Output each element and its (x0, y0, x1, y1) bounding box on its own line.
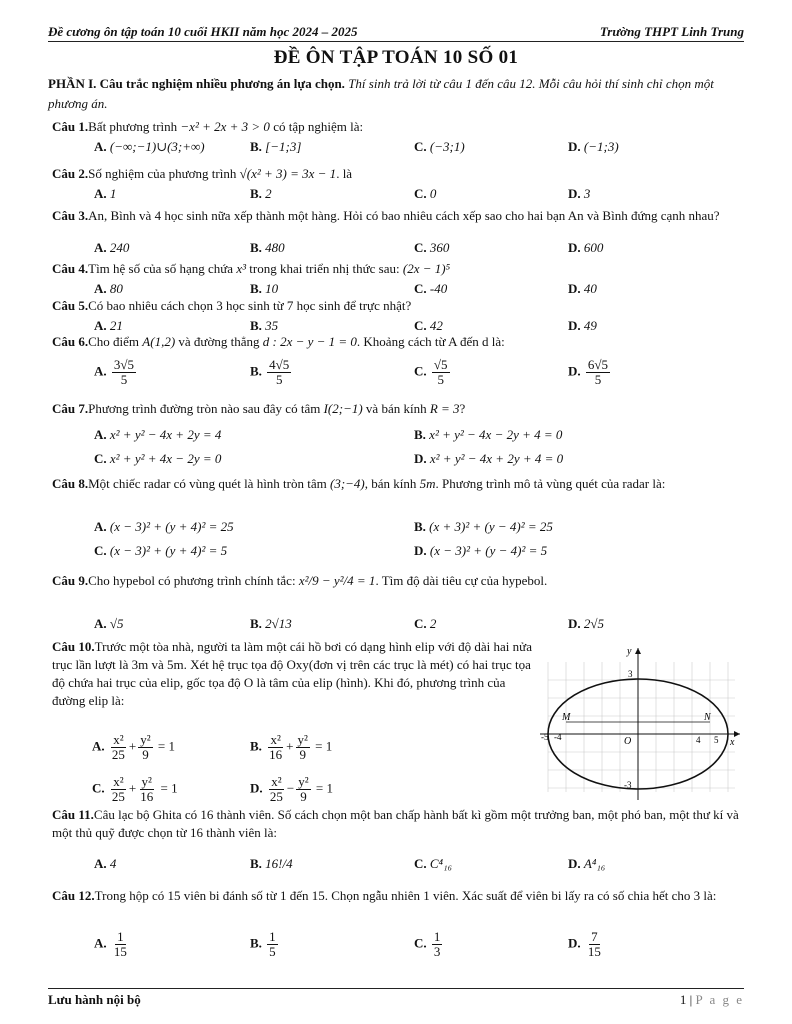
question-text: Cho điểm (88, 334, 143, 349)
option-value: 4 (109, 856, 117, 871)
option-value: -40 (429, 281, 448, 296)
option-b[interactable]: B. $\frac{\text{x²}}{16}$ + $\frac{\text{y²}}{9}$ = 1 (250, 732, 333, 762)
header-right: Trường THPT Linh Trung (599, 24, 744, 39)
option-label: C. (414, 856, 427, 871)
option-label: A. (94, 616, 107, 631)
option-sign: + (286, 738, 294, 754)
question-text-3: . Phương trình mô tả vùng quét của radar là: (435, 476, 666, 491)
option-label: B. (250, 318, 262, 333)
option-value: 3 (583, 186, 591, 201)
option-c[interactable] (414, 240, 449, 256)
option-d[interactable] (568, 240, 603, 256)
option-fraction-y-num: y² (298, 774, 309, 789)
option-fraction-num: 1 (269, 929, 276, 944)
option-label: C. (414, 935, 427, 951)
option-fraction-x-den: 25 (111, 747, 125, 762)
option-a[interactable] (94, 358, 138, 387)
page-header (48, 23, 744, 42)
option-b[interactable] (250, 358, 293, 387)
option-fraction-y (138, 775, 155, 804)
option-c[interactable] (94, 543, 227, 559)
option-fraction-x-num: x² (270, 732, 281, 747)
question-number: Câu 12. (52, 888, 95, 903)
option-fraction-x (267, 733, 284, 762)
footer-left: Lưu hành nội bộ (48, 992, 141, 1007)
question-2 (52, 165, 748, 183)
option-value: 1 (109, 186, 117, 201)
part-heading: PHẦN I. Câu trắc nghiệm nhiều phương án lựa chọn. (48, 76, 345, 91)
option-sign: − (286, 780, 295, 796)
option-label: D. (568, 240, 581, 255)
option-label: D. (414, 451, 427, 466)
option-b[interactable] (250, 281, 278, 297)
page-word: P a g e (695, 992, 744, 1007)
question-text-2: . là (336, 166, 353, 181)
question-text: Phương trình đường tròn nào sau đây có tâm (88, 401, 324, 416)
option-a[interactable] (94, 616, 124, 632)
question-math: A(1,2) (142, 334, 176, 349)
option-label: B. (250, 935, 262, 951)
question-6 (52, 333, 748, 351)
option-value: (−∞;−1)∪(3;+∞) (109, 139, 205, 154)
y-axis-label: y (627, 646, 632, 657)
question-text: Một chiếc radar có vùng quét là hình tròn tâm (88, 476, 330, 491)
option-label: B. (250, 186, 262, 201)
option-fraction-x-den: 25 (111, 789, 125, 804)
footer-page (680, 992, 744, 1008)
option-value: 360 (429, 240, 450, 255)
option-fraction-den: 15 (113, 944, 127, 959)
option-value: (x + 3)² + (y − 4)² = 25 (429, 519, 553, 534)
question-math-2: 5m (419, 476, 436, 491)
option-label: A. (94, 427, 107, 442)
option-label: B. (250, 281, 262, 296)
option-value: 16!/4 (265, 856, 293, 871)
option-c[interactable] (94, 451, 221, 467)
option-label: B. (250, 363, 262, 379)
option-fraction-x-num: x² (113, 774, 124, 789)
option-value: x² + y² − 4x + 2y = 4 (109, 427, 222, 442)
option-c[interactable] (414, 318, 443, 334)
question-text: Cho hypebol có phương trình chính tắc: (88, 573, 299, 588)
option-value: (x − 3)² + (y + 4)² = 25 (109, 519, 234, 534)
option-fraction-y-num: y² (140, 732, 151, 747)
option-a[interactable] (94, 240, 129, 256)
header-left: Đề cương ôn tập toán 10 cuối HKII năm học 2024 – 2025 (48, 24, 358, 39)
option-value: 10 (265, 281, 279, 296)
question-text: Có bao nhiêu cách chọn 3 học sinh từ 7 học sinh để trực nhật? (88, 298, 412, 313)
question-number: Câu 6. (52, 334, 89, 349)
option-value: 2√5 (583, 616, 605, 631)
question-text: Câu lạc bộ Ghita có 16 thành viên. Số cách chọn một ban chấp hành bất kì gồm một trưởng ban, một phó ban, một thư kí và một thủ quỹ được chọn từ 16 thành viên là: (52, 807, 739, 840)
option-c[interactable] (414, 358, 452, 387)
question-text-2: . Tìm độ dài tiêu cự của hypebol. (375, 573, 548, 588)
option-fraction (267, 358, 291, 387)
option-d[interactable] (568, 616, 604, 632)
option-label: B. (250, 738, 262, 754)
tick-m5: -5 (541, 732, 549, 742)
option-value: A⁴₁₆ (583, 856, 606, 871)
option-fraction (432, 930, 443, 959)
option-b[interactable] (250, 186, 272, 202)
option-fraction-x-den: 25 (269, 789, 283, 804)
option-label: B. (250, 856, 262, 871)
option-value: 600 (583, 240, 604, 255)
question-number: Câu 3. (52, 208, 89, 223)
option-label: C. (414, 240, 427, 255)
question-math: I(2;−1) (323, 401, 363, 416)
page-sep: | (686, 992, 696, 1007)
option-label: D. (568, 856, 581, 871)
option-d[interactable] (568, 281, 597, 297)
option-c[interactable] (414, 856, 452, 872)
question-number: Câu 9. (52, 573, 89, 588)
option-b[interactable] (250, 139, 301, 155)
option-a[interactable]: A. $\frac{\text{x²}}{25}$ + $\frac{\text{y²}}{9}$ = 1 (92, 732, 175, 762)
option-sign: + (128, 780, 137, 796)
option-fraction-y-num: y² (141, 774, 152, 789)
option-fraction-y (296, 733, 310, 762)
option-label: A. (92, 738, 105, 754)
option-b[interactable] (250, 930, 280, 959)
option-fraction-den: 15 (587, 944, 601, 959)
option-fraction-y-den: 9 (299, 747, 306, 762)
option-c[interactable] (414, 930, 444, 959)
page-number: 1 (679, 992, 687, 1007)
option-label: A. (94, 318, 107, 333)
option-a[interactable] (94, 427, 221, 443)
tick-m3: -3 (624, 780, 632, 790)
option-value: x² + y² − 4x − 2y + 4 = 0 (429, 427, 563, 442)
option-value: 2√13 (265, 616, 292, 631)
option-b[interactable] (250, 616, 292, 632)
question-9 (52, 572, 748, 590)
option-label: B. (250, 240, 262, 255)
option-fraction-num: √5 (433, 357, 448, 372)
option-label: C. (92, 780, 105, 796)
option-label: A. (94, 186, 107, 201)
option-label: D. (568, 363, 581, 379)
option-label: B. (250, 139, 262, 154)
option-label: D. (414, 543, 427, 558)
option-fraction-x-den: 16 (269, 747, 283, 762)
option-d[interactable] (568, 856, 605, 872)
question-text: An, Bình và 4 học sinh nữa xếp thành một hàng. Hỏi có bao nhiêu cách xếp sao cho hai bạn An và Bình đứng cạnh nhau? (88, 208, 720, 223)
option-fraction-num: 1 (117, 929, 124, 944)
option-b[interactable] (414, 427, 562, 443)
question-text: Số nghiệm của phương trình (88, 166, 240, 181)
option-d[interactable] (568, 186, 590, 202)
option-fraction-num: 3√5 (113, 357, 135, 372)
question-math: (3;−4) (330, 476, 365, 491)
ellipse-figure (540, 642, 745, 802)
option-label: A. (94, 240, 107, 255)
option-fraction (432, 358, 450, 387)
question-text: Tìm hệ số của số hạng chứa (88, 261, 237, 276)
question-number: Câu 5. (52, 298, 89, 313)
option-a[interactable] (94, 318, 123, 334)
option-value: 40 (583, 281, 597, 296)
question-text-2: và bán kính (362, 401, 430, 416)
question-text-2: trong khai triển nhị thức sau: (246, 261, 403, 276)
question-text-3: . Khoảng cách từ A đến d là: (356, 334, 505, 349)
question-12 (52, 887, 748, 905)
option-fraction-y (138, 733, 152, 762)
question-text: Trong hộp có 15 viên bi đánh số từ 1 đến 15. Chọn ngẫu nhiên 1 viên. Xác suất để viên bi lấy ra có số chia hết cho 3 là: (94, 888, 717, 903)
option-label: D. (568, 281, 581, 296)
option-d[interactable] (414, 543, 547, 559)
question-number: Câu 8. (52, 476, 89, 491)
option-value: √5 (109, 616, 124, 631)
question-math: −x² + 2x + 3 > 0 (180, 119, 270, 134)
page-title: ĐỀ ÔN TẬP TOÁN 10 SỐ 01 (273, 47, 519, 68)
option-fraction-num: 6√5 (587, 357, 609, 372)
option-label: C. (414, 139, 427, 154)
question-text-2: có tập nghiệm là: (269, 119, 364, 134)
option-c[interactable] (414, 186, 436, 202)
question-math-2: d : 2x − y − 1 = 0 (262, 334, 357, 349)
option-value: x² + y² + 4x − 2y = 0 (109, 451, 222, 466)
option-value: x² + y² − 4x + 2y + 4 = 0 (429, 451, 564, 466)
option-label: D. (568, 318, 581, 333)
option-b[interactable] (414, 519, 553, 535)
option-label: C. (414, 363, 427, 379)
option-b[interactable] (250, 856, 293, 872)
option-a[interactable] (94, 186, 116, 202)
option-fraction-den: 5 (120, 372, 128, 387)
option-label: C. (94, 543, 107, 558)
tick-3: 3 (628, 669, 633, 679)
question-7 (52, 400, 748, 418)
option-fraction-x (110, 733, 127, 762)
option-a[interactable] (94, 856, 116, 872)
option-d[interactable] (568, 930, 605, 959)
option-label: A. (94, 519, 107, 534)
option-a[interactable] (94, 930, 131, 959)
tick-m4: -4 (554, 732, 562, 742)
question-math: x²/9 − y²/4 = 1 (298, 573, 376, 588)
question-number: Câu 10. (52, 639, 95, 654)
question-11 (52, 806, 748, 842)
option-c[interactable] (414, 139, 465, 155)
question-math-2: (2x − 1)⁵ (402, 261, 451, 276)
question-text: Trước một tòa nhà, người ta làm một cái hồ bơi có dạng hình elip với độ dài hai nửa trục lần lượt là 3m và 5m. Xét hệ trục tọa độ Oxy(đơn vị trên các trục là mét) có hai trục tọa độ chứa hai trục của elip, gốc tọa độ O là tâm của elip (hình). Khi đó, phương trình của đường elip là: (52, 639, 532, 708)
question-text-2: và đường thẳng (175, 334, 263, 349)
option-label: A. (94, 139, 107, 154)
question-math: x³ (236, 261, 246, 276)
question-number: Câu 4. (52, 261, 89, 276)
option-label: D. (250, 780, 263, 796)
option-value: C⁴₁₆ (429, 856, 453, 871)
tick-4: 4 (696, 735, 701, 745)
question-8 (52, 475, 748, 493)
option-a[interactable] (94, 281, 123, 297)
option-fraction-y (296, 775, 310, 804)
option-value: 2 (265, 186, 272, 201)
option-label: C. (414, 281, 427, 296)
option-fraction-x-num: x² (271, 774, 282, 789)
option-fraction-den: 5 (275, 372, 283, 387)
option-label: B. (250, 616, 262, 631)
option-fraction (586, 930, 603, 959)
option-value: 0 (429, 186, 437, 201)
part-note: Thí sinh trả lời từ câu 1 đến câu 12. Mỗi câu hỏi thí sinh chỉ chọn một phương án. (48, 76, 714, 111)
option-fraction-y-num: y² (297, 732, 308, 747)
option-a[interactable] (94, 139, 205, 155)
option-value: 42 (429, 318, 443, 333)
option-label: C. (94, 451, 107, 466)
option-d[interactable] (414, 451, 563, 467)
question-text-3: ? (459, 401, 466, 416)
question-text-2: , bán kính (364, 476, 420, 491)
option-label: D. (568, 616, 581, 631)
option-d[interactable] (568, 139, 619, 155)
option-fraction-y-den: 9 (142, 747, 149, 762)
option-fraction-den: 3 (433, 944, 441, 959)
part-instructions (48, 74, 748, 114)
question-number: Câu 7. (52, 401, 89, 416)
option-label: A. (94, 281, 107, 296)
option-label: C. (414, 186, 427, 201)
option-fraction-num: 1 (433, 929, 441, 944)
tick-5: 5 (714, 735, 719, 745)
option-value: 49 (583, 318, 597, 333)
question-text: Bất phương trình (88, 119, 181, 134)
question-number: Câu 2. (52, 166, 89, 181)
option-b[interactable] (250, 240, 285, 256)
option-value: 480 (265, 240, 285, 255)
option-label: C. (414, 616, 427, 631)
option-value: (x − 3)² + (y − 4)² = 5 (429, 543, 548, 558)
question-4 (52, 260, 748, 278)
option-fraction-x-num: x² (113, 732, 124, 747)
question-math: √(x² + 3) = 3x − 1 (239, 166, 337, 181)
option-label: B. (414, 519, 426, 534)
option-fraction (112, 358, 136, 387)
option-fraction-den: 5 (437, 372, 444, 387)
question-number: Câu 11. (52, 807, 94, 822)
point-m: M (562, 712, 571, 723)
option-value: 21 (109, 318, 123, 333)
option-c[interactable]: C. $\frac{\text{x²}}{25}$ + $\frac{\text{y²}}{16}$ = 1 (92, 774, 178, 804)
option-label: A. (94, 856, 107, 871)
option-fraction (112, 930, 129, 959)
option-label: D. (568, 935, 581, 951)
question-number: Câu 1. (52, 119, 89, 134)
option-label: A. (94, 935, 107, 951)
question-5 (52, 297, 748, 315)
question-10 (52, 638, 532, 710)
option-fraction-y-den: 16 (140, 789, 154, 804)
x-axis-label: x (730, 737, 735, 748)
option-c[interactable] (414, 281, 447, 297)
option-value: 35 (265, 318, 279, 333)
question-math-2: R = 3 (429, 401, 460, 416)
option-fraction (267, 930, 278, 959)
option-value: 80 (109, 281, 123, 296)
option-fraction-num: 7 (591, 929, 598, 944)
option-fraction-den: 5 (269, 944, 276, 959)
option-fraction-num: 4√5 (269, 357, 290, 372)
option-value: (−1;3) (583, 139, 619, 154)
option-fraction (586, 358, 610, 387)
option-label: B. (414, 427, 426, 442)
option-value: (x − 3)² + (y + 4)² = 5 (109, 543, 228, 558)
page-footer (48, 988, 744, 1012)
option-label: A. (94, 363, 107, 379)
option-value: (−3;1) (429, 139, 465, 154)
option-fraction-x (268, 775, 285, 804)
option-b[interactable] (250, 318, 278, 334)
option-label: C. (414, 318, 427, 333)
option-fraction-den: 5 (594, 372, 602, 387)
question-3 (52, 207, 748, 225)
option-fraction-x (110, 775, 127, 804)
option-a[interactable] (94, 519, 234, 535)
option-label: D. (568, 139, 581, 154)
option-label: D. (568, 186, 581, 201)
option-d[interactable] (568, 358, 612, 387)
option-d[interactable]: D. $\frac{\text{x²}}{25}$ − $\frac{\text{y²}}{9}$ = 1 (250, 774, 333, 804)
option-sign: + (128, 738, 137, 754)
option-value: 240 (109, 240, 130, 255)
option-fraction-y-den: 9 (300, 789, 307, 804)
option-c[interactable] (414, 616, 436, 632)
point-n: N (704, 712, 711, 723)
option-d[interactable] (568, 318, 597, 334)
origin-label: O (624, 736, 632, 747)
option-value: [−1;3] (265, 139, 302, 154)
question-1 (52, 118, 748, 136)
option-value: 2 (429, 616, 437, 631)
